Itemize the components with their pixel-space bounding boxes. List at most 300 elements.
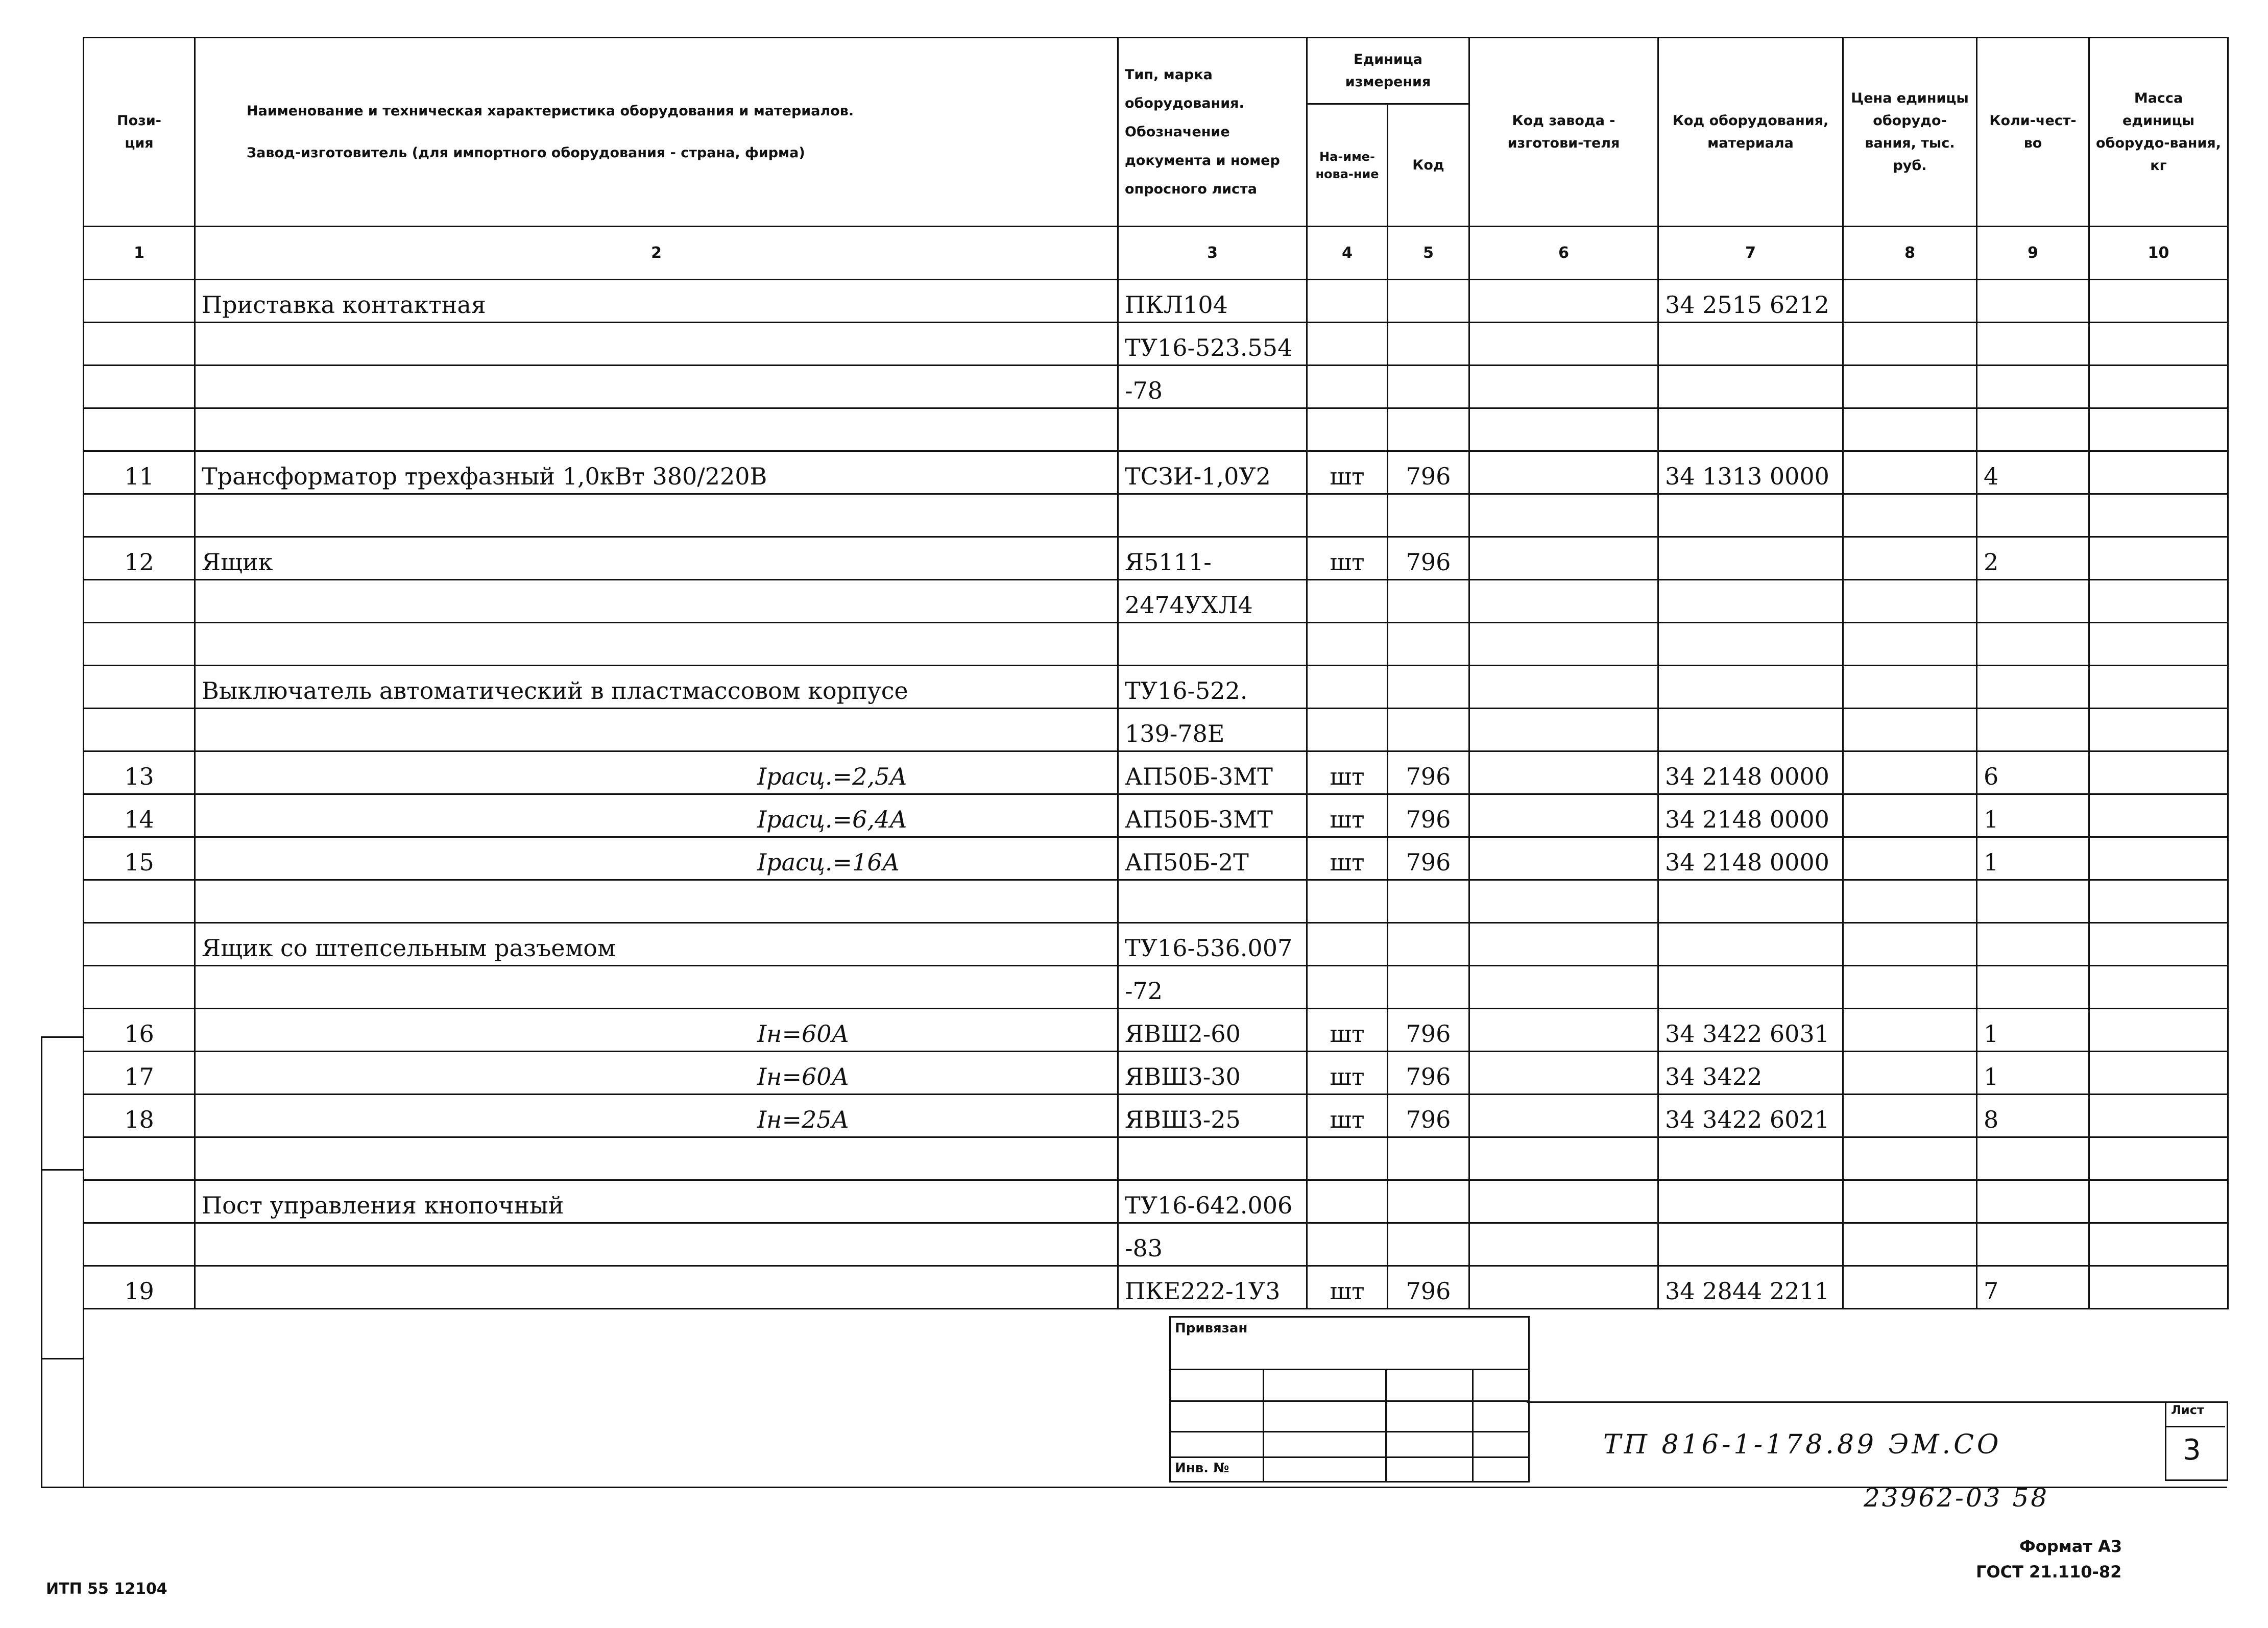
price-cell: [1843, 966, 1977, 1009]
price-cell: [1843, 537, 1977, 580]
equipment-code-cell: 34 1313 0000: [1658, 451, 1843, 494]
table-row: [84, 537, 2228, 580]
price-cell: [1843, 709, 1977, 751]
manufacturer-code-cell: [1469, 280, 1658, 323]
mass-cell: [2089, 751, 2228, 794]
unit-code-cell: [1388, 1137, 1469, 1180]
table-row: [84, 580, 2228, 623]
name-cell: Iрасц.=2,5А: [195, 751, 1118, 794]
quantity-cell: 1: [1977, 794, 2089, 837]
type-cell: ЯВШ3-30: [1118, 1052, 1307, 1095]
name-cell: [195, 1137, 1118, 1180]
unit-name-cell: [1307, 280, 1388, 323]
name-cell: [195, 580, 1118, 623]
column-number: 9: [1977, 227, 2089, 280]
equipment-code-cell: [1658, 323, 1843, 366]
table-row: [84, 1052, 2228, 1095]
mass-cell: [2089, 623, 2228, 666]
sheet-number: 3: [2183, 1433, 2201, 1467]
mass-cell: [2089, 408, 2228, 451]
unit-code-cell: [1388, 494, 1469, 537]
quantity-cell: [1977, 923, 2089, 966]
mass-cell: [2089, 1095, 2228, 1137]
header-mass: Масса единицы оборудо-вания, кг: [2089, 38, 2228, 227]
position-cell: 16: [84, 1009, 195, 1052]
unit-code-cell: 796: [1388, 751, 1469, 794]
equipment-code-cell: 34 2148 0000: [1658, 794, 1843, 837]
unit-code-cell: [1388, 709, 1469, 751]
unit-code-cell: 796: [1388, 1009, 1469, 1052]
equipment-code-cell: 34 2148 0000: [1658, 837, 1843, 880]
type-cell: Я5111-: [1118, 537, 1307, 580]
unit-code-cell: [1388, 323, 1469, 366]
unit-name-cell: шт: [1307, 451, 1388, 494]
unit-code-cell: 796: [1388, 837, 1469, 880]
name-cell: [195, 880, 1118, 923]
unit-name-cell: шт: [1307, 1095, 1388, 1137]
unit-code-cell: [1388, 366, 1469, 408]
table-row: [84, 494, 2228, 537]
equipment-code-cell: 34 3422 6021: [1658, 1095, 1843, 1137]
manufacturer-code-cell: [1469, 494, 1658, 537]
position-cell: [84, 280, 195, 323]
equipment-code-cell: [1658, 494, 1843, 537]
position-cell: [84, 966, 195, 1009]
type-cell: 2474УХЛ4: [1118, 580, 1307, 623]
mass-cell: [2089, 280, 2228, 323]
name-cell: [195, 1223, 1118, 1266]
mass-cell: [2089, 794, 2228, 837]
quantity-cell: 8: [1977, 1095, 2089, 1137]
quantity-cell: [1977, 1223, 2089, 1266]
mass-cell: [2089, 537, 2228, 580]
equipment-code-cell: [1658, 1137, 1843, 1180]
quantity-cell: [1977, 494, 2089, 537]
unit-name-cell: шт: [1307, 1009, 1388, 1052]
quantity-cell: [1977, 880, 2089, 923]
quantity-cell: 6: [1977, 751, 2089, 794]
bound-label: Привязан: [1175, 1321, 1248, 1336]
equipment-code-cell: [1658, 666, 1843, 709]
price-cell: [1843, 666, 1977, 709]
stamp-line: [1527, 1401, 2165, 1403]
manufacturer-code-cell: [1469, 323, 1658, 366]
unit-name-cell: [1307, 966, 1388, 1009]
unit-code-cell: [1388, 880, 1469, 923]
handwritten-number: 23962-03 58: [1864, 1483, 2049, 1513]
stamp-line: [1171, 1431, 1528, 1432]
type-cell: ТУ16-523.554: [1118, 323, 1307, 366]
manufacturer-code-cell: [1469, 1009, 1658, 1052]
unit-name-cell: [1307, 1223, 1388, 1266]
column-number: 2: [195, 227, 1118, 280]
mass-cell: [2089, 923, 2228, 966]
unit-name-cell: шт: [1307, 751, 1388, 794]
manufacturer-code-cell: [1469, 880, 1658, 923]
name-cell: Iн=60А: [195, 1009, 1118, 1052]
column-number: 7: [1658, 227, 1843, 280]
name-cell: [195, 709, 1118, 751]
price-cell: [1843, 280, 1977, 323]
unit-name-cell: шт: [1307, 537, 1388, 580]
price-cell: [1843, 408, 1977, 451]
price-cell: [1843, 323, 1977, 366]
manufacturer-code-cell: [1469, 923, 1658, 966]
table-row: [84, 880, 2228, 923]
position-cell: [84, 666, 195, 709]
type-cell: ТУ16-536.007: [1118, 923, 1307, 966]
name-cell: [195, 408, 1118, 451]
stamp-line: [1263, 1369, 1264, 1481]
header-equipment-code: Код оборудования, материала: [1658, 38, 1843, 227]
equipment-code-cell: [1658, 537, 1843, 580]
manufacturer-code-cell: [1469, 794, 1658, 837]
table-row: [84, 1137, 2228, 1180]
name-cell: Iн=60А: [195, 1052, 1118, 1095]
quantity-cell: [1977, 408, 2089, 451]
mass-cell: [2089, 580, 2228, 623]
sheet-label: Лист: [2171, 1403, 2204, 1417]
itp-label: ИТП 55 12104: [46, 1580, 167, 1598]
name-cell: Приставка контактная: [195, 280, 1118, 323]
equipment-code-cell: [1658, 408, 1843, 451]
table-row: [84, 1009, 2228, 1052]
quantity-cell: 4: [1977, 451, 2089, 494]
column-number: 6: [1469, 227, 1658, 280]
mass-cell: [2089, 1052, 2228, 1095]
table-row: [84, 1223, 2228, 1266]
type-cell: ТСЗИ-1,0У2: [1118, 451, 1307, 494]
unit-name-cell: [1307, 580, 1388, 623]
manufacturer-code-cell: [1469, 1095, 1658, 1137]
header-quantity: Коли-чест-во: [1977, 38, 2089, 227]
position-cell: [84, 880, 195, 923]
price-cell: [1843, 1223, 1977, 1266]
unit-name-cell: [1307, 1137, 1388, 1180]
name-cell: [195, 1266, 1118, 1309]
price-cell: [1843, 923, 1977, 966]
quantity-cell: 1: [1977, 837, 2089, 880]
document-code: ТП 816-1-178.89 ЭМ.СО: [1603, 1429, 2002, 1460]
equipment-code-cell: 34 2515 6212: [1658, 280, 1843, 323]
price-cell: [1843, 451, 1977, 494]
type-cell: [1118, 494, 1307, 537]
price-cell: [1843, 366, 1977, 408]
binding-stub-line: [41, 1358, 84, 1359]
unit-code-cell: 796: [1388, 794, 1469, 837]
equipment-code-cell: [1658, 623, 1843, 666]
price-cell: [1843, 837, 1977, 880]
quantity-cell: [1977, 623, 2089, 666]
unit-name-cell: [1307, 408, 1388, 451]
equipment-code-cell: [1658, 923, 1843, 966]
stamp-line: [1385, 1369, 1387, 1481]
table-row: [84, 666, 2228, 709]
type-cell: ТУ16-642.006: [1118, 1180, 1307, 1223]
unit-code-cell: [1388, 1223, 1469, 1266]
table-body: [84, 280, 2228, 1309]
unit-code-cell: [1388, 580, 1469, 623]
position-cell: [84, 1137, 195, 1180]
type-cell: ПКЛ104: [1118, 280, 1307, 323]
unit-code-cell: 796: [1388, 1266, 1469, 1309]
position-cell: [84, 366, 195, 408]
mass-cell: [2089, 323, 2228, 366]
gost-label: ГОСТ 21.110-82: [1976, 1562, 2122, 1582]
name-cell: [195, 494, 1118, 537]
price-cell: [1843, 1266, 1977, 1309]
column-number: 5: [1388, 227, 1469, 280]
price-cell: [1843, 1137, 1977, 1180]
equipment-code-cell: [1658, 1223, 1843, 1266]
stamp-line: [1171, 1369, 1528, 1370]
manufacturer-code-cell: [1469, 751, 1658, 794]
table-row: [84, 623, 2228, 666]
mass-cell: [2089, 966, 2228, 1009]
position-cell: [84, 923, 195, 966]
table-row: [84, 794, 2228, 837]
manufacturer-code-cell: [1469, 709, 1658, 751]
header-unit-name: На-име-нова-ние: [1307, 104, 1388, 227]
format-label: Формат А3: [2019, 1537, 2122, 1556]
type-cell: АП50Б-3МТ: [1118, 751, 1307, 794]
mass-cell: [2089, 709, 2228, 751]
header-manufacturer-code: Код завода - изготови-теля: [1469, 38, 1658, 227]
table-row: [84, 1180, 2228, 1223]
quantity-cell: [1977, 580, 2089, 623]
table-row: [84, 366, 2228, 408]
unit-code-cell: 796: [1388, 451, 1469, 494]
manufacturer-code-cell: [1469, 580, 1658, 623]
table-row: [84, 408, 2228, 451]
table-row: [84, 966, 2228, 1009]
name-cell: [195, 966, 1118, 1009]
manufacturer-code-cell: [1469, 623, 1658, 666]
equipment-code-cell: [1658, 966, 1843, 1009]
manufacturer-code-cell: [1469, 408, 1658, 451]
mass-cell: [2089, 1266, 2228, 1309]
position-cell: [84, 580, 195, 623]
header-name: Наименование и техническая характеристика оборудования и материалов. Завод-изготовитель (для импортного оборудования - страна, фирма): [195, 38, 1118, 227]
table-row: [84, 923, 2228, 966]
unit-name-cell: [1307, 666, 1388, 709]
unit-name-cell: шт: [1307, 1052, 1388, 1095]
header-position: Пози- ция: [84, 38, 195, 227]
unit-code-cell: [1388, 408, 1469, 451]
equipment-code-cell: [1658, 366, 1843, 408]
equipment-code-cell: [1658, 580, 1843, 623]
price-cell: [1843, 1095, 1977, 1137]
quantity-cell: [1977, 1137, 2089, 1180]
unit-code-cell: [1388, 966, 1469, 1009]
manufacturer-code-cell: [1469, 837, 1658, 880]
table-row: [84, 751, 2228, 794]
type-cell: -72: [1118, 966, 1307, 1009]
position-cell: 19: [84, 1266, 195, 1309]
mass-cell: [2089, 1180, 2228, 1223]
stamp-line: [1171, 1400, 1528, 1402]
table-row: [84, 1095, 2228, 1137]
quantity-cell: 1: [1977, 1009, 2089, 1052]
unit-name-cell: [1307, 880, 1388, 923]
position-cell: [84, 709, 195, 751]
manufacturer-code-cell: [1469, 451, 1658, 494]
price-cell: [1843, 794, 1977, 837]
type-cell: АП50Б-3МТ: [1118, 794, 1307, 837]
mass-cell: [2089, 451, 2228, 494]
type-cell: -83: [1118, 1223, 1307, 1266]
unit-code-cell: [1388, 923, 1469, 966]
unit-code-cell: [1388, 666, 1469, 709]
stamp-line: [1472, 1369, 1474, 1481]
position-cell: 17: [84, 1052, 195, 1095]
stamp-line: [1171, 1456, 1528, 1458]
equipment-code-cell: 34 2148 0000: [1658, 751, 1843, 794]
name-cell: [195, 623, 1118, 666]
table-row: [84, 709, 2228, 751]
equipment-code-cell: 34 3422: [1658, 1052, 1843, 1095]
quantity-cell: 2: [1977, 537, 2089, 580]
position-cell: [84, 623, 195, 666]
name-cell: Iрасц.=6,4А: [195, 794, 1118, 837]
mass-cell: [2089, 494, 2228, 537]
position-cell: [84, 494, 195, 537]
name-cell: [195, 366, 1118, 408]
price-cell: [1843, 1052, 1977, 1095]
type-cell: -78: [1118, 366, 1307, 408]
name-cell: [195, 323, 1118, 366]
column-number: 10: [2089, 227, 2228, 280]
name-cell: Ящик: [195, 537, 1118, 580]
table-row: [84, 451, 2228, 494]
type-cell: [1118, 880, 1307, 923]
unit-name-cell: [1307, 1180, 1388, 1223]
column-number-row: [84, 227, 2228, 280]
manufacturer-code-cell: [1469, 1137, 1658, 1180]
position-cell: 18: [84, 1095, 195, 1137]
equipment-code-cell: [1658, 709, 1843, 751]
mass-cell: [2089, 1137, 2228, 1180]
position-cell: [84, 408, 195, 451]
column-number: 1: [84, 227, 195, 280]
name-cell: Выключатель автоматический в пластмассовом корпусе: [195, 666, 1118, 709]
mass-cell: [2089, 366, 2228, 408]
unit-code-cell: [1388, 623, 1469, 666]
mass-cell: [2089, 666, 2228, 709]
type-cell: [1118, 408, 1307, 451]
table-row: [84, 1266, 2228, 1309]
manufacturer-code-cell: [1469, 366, 1658, 408]
unit-name-cell: [1307, 323, 1388, 366]
price-cell: [1843, 623, 1977, 666]
position-cell: 11: [84, 451, 195, 494]
column-number: 8: [1843, 227, 1977, 280]
header-row: [84, 38, 2228, 104]
position-cell: [84, 1223, 195, 1266]
header-unit-group: Единица измерения: [1307, 38, 1469, 104]
type-cell: ПКЕ222-1У3: [1118, 1266, 1307, 1309]
type-cell: [1118, 623, 1307, 666]
name-cell: Трансформатор трехфазный 1,0кВт 380/220В: [195, 451, 1118, 494]
header-price: Цена единицы оборудо-вания, тыс. руб.: [1843, 38, 1977, 227]
name-cell: Iн=25А: [195, 1095, 1118, 1137]
manufacturer-code-cell: [1469, 666, 1658, 709]
price-cell: [1843, 580, 1977, 623]
equipment-code-cell: 34 3422 6031: [1658, 1009, 1843, 1052]
quantity-cell: [1977, 666, 2089, 709]
equipment-code-cell: 34 2844 2211: [1658, 1266, 1843, 1309]
unit-name-cell: шт: [1307, 794, 1388, 837]
header-unit-code: Код: [1388, 104, 1469, 227]
binding-stub-line: [41, 1036, 42, 1488]
unit-name-cell: [1307, 494, 1388, 537]
table-row: [84, 837, 2228, 880]
equipment-code-cell: [1658, 1180, 1843, 1223]
specification-table: [83, 37, 2229, 1309]
quantity-cell: 1: [1977, 1052, 2089, 1095]
unit-code-cell: [1388, 1180, 1469, 1223]
manufacturer-code-cell: [1469, 537, 1658, 580]
quantity-cell: [1977, 1180, 2089, 1223]
manufacturer-code-cell: [1469, 1266, 1658, 1309]
price-cell: [1843, 1180, 1977, 1223]
header-type: Тип, марка оборудования. Обозначение документа и номер опросного листа: [1118, 38, 1307, 227]
type-cell: АП50Б-2Т: [1118, 837, 1307, 880]
mass-cell: [2089, 837, 2228, 880]
type-cell: 139-78Е: [1118, 709, 1307, 751]
unit-name-cell: шт: [1307, 837, 1388, 880]
binding-stub-line: [41, 1169, 84, 1171]
manufacturer-code-cell: [1469, 1180, 1658, 1223]
unit-name-cell: шт: [1307, 1266, 1388, 1309]
mass-cell: [2089, 880, 2228, 923]
unit-name-cell: [1307, 366, 1388, 408]
position-cell: [84, 323, 195, 366]
stamp-line: [2165, 1426, 2225, 1427]
unit-code-cell: [1388, 280, 1469, 323]
binding-stub-line: [41, 1036, 84, 1038]
unit-name-cell: [1307, 623, 1388, 666]
price-cell: [1843, 1009, 1977, 1052]
quantity-cell: [1977, 280, 2089, 323]
column-number: 4: [1307, 227, 1388, 280]
type-cell: ЯВШ3-25: [1118, 1095, 1307, 1137]
column-number: 3: [1118, 227, 1307, 280]
name-cell: Ящик со штепсельным разъемом: [195, 923, 1118, 966]
type-cell: ЯВШ2-60: [1118, 1009, 1307, 1052]
price-cell: [1843, 880, 1977, 923]
quantity-cell: [1977, 323, 2089, 366]
manufacturer-code-cell: [1469, 966, 1658, 1009]
unit-code-cell: 796: [1388, 1052, 1469, 1095]
position-cell: 14: [84, 794, 195, 837]
equipment-code-cell: [1658, 880, 1843, 923]
title-block-stamp: [1169, 1316, 1530, 1483]
unit-name-cell: [1307, 923, 1388, 966]
inventory-label: Инв. №: [1175, 1461, 1229, 1476]
name-cell: Пост управления кнопочный: [195, 1180, 1118, 1223]
unit-name-cell: [1307, 709, 1388, 751]
mass-cell: [2089, 1223, 2228, 1266]
manufacturer-code-cell: [1469, 1223, 1658, 1266]
type-cell: ТУ16-522.: [1118, 666, 1307, 709]
quantity-cell: 7: [1977, 1266, 2089, 1309]
unit-code-cell: 796: [1388, 537, 1469, 580]
table-row: [84, 323, 2228, 366]
type-cell: [1118, 1137, 1307, 1180]
name-cell: Iрасц.=16А: [195, 837, 1118, 880]
position-cell: [84, 1180, 195, 1223]
